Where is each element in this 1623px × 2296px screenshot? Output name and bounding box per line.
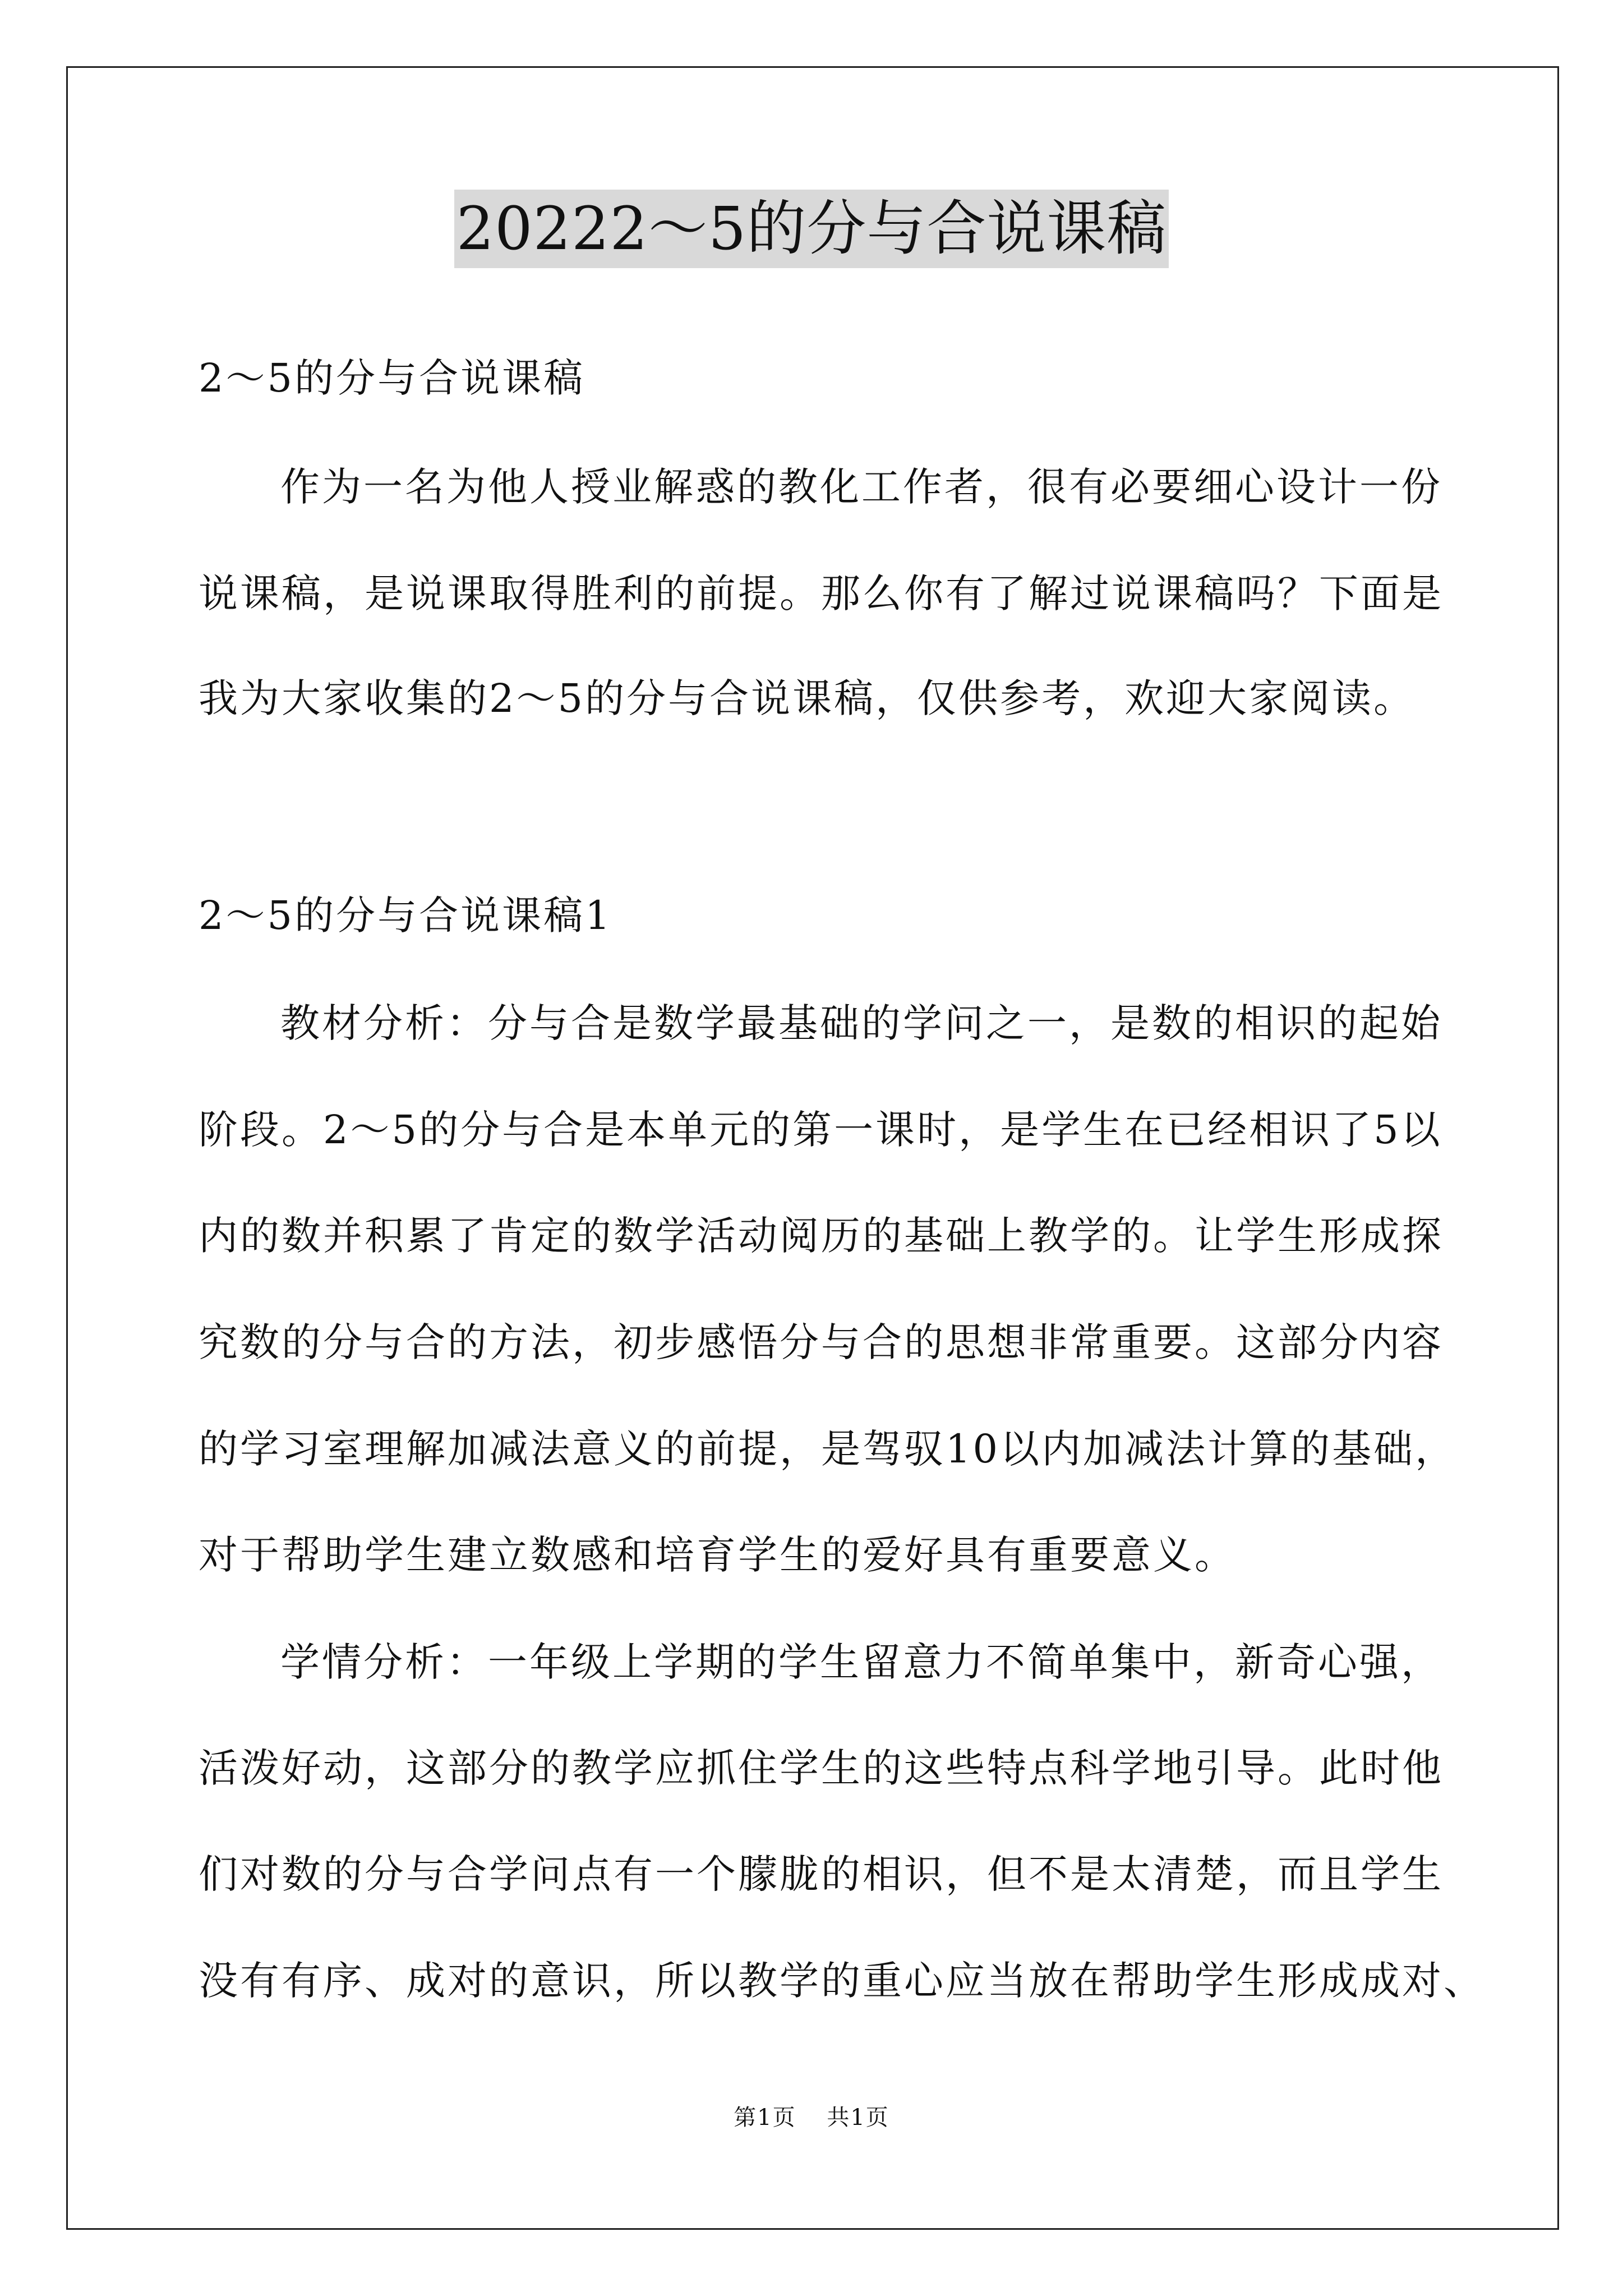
students-line: 学情分析：一年级上学期的学生留意力不简单集中，新奇心强， (280, 1639, 1442, 1685)
page-total: 共1页 (827, 2105, 889, 2131)
intro-line: 作为一名为他人授业解惑的教化工作者，很有必要细心设计一份 (280, 464, 1442, 510)
analysis-line: 的学习室理解加减法意义的前提，是驾驭10以内加减法计算的基础， (199, 1426, 1457, 1472)
intro-line: 我为大家收集的2～5的分与合说课稿，仅供参考，欢迎大家阅读。 (199, 675, 1415, 721)
document-subtitle: 2～5的分与合说课稿 (199, 355, 585, 401)
title-container (0, 190, 1623, 268)
analysis-line: 阶段。2～5的分与合是本单元的第一课时，是学生在已经相识了5以 (199, 1107, 1442, 1153)
analysis-line: 内的数并积累了肯定的数学活动阅历的基础上教学的。让学生形成探 (199, 1213, 1444, 1259)
page-number: 第1页 (734, 2105, 796, 2131)
students-line: 没有有序、成对的意识，所以教学的重心应当放在帮助学生形成成对、 (199, 1958, 1485, 2004)
analysis-line: 教材分析：分与合是数学最基础的学问之一，是数的相识的起始 (280, 1000, 1442, 1046)
document-title: 20222～5的分与合说课稿 (454, 190, 1169, 268)
page-footer (0, 2101, 1623, 2134)
students-line: 们对数的分与合学问点有一个朦胧的相识，但不是太清楚，而且学生 (199, 1851, 1444, 1897)
students-line: 活泼好动，这部分的教学应抓住学生的这些特点科学地引导。此时他 (199, 1745, 1444, 1791)
analysis-line: 对于帮助学生建立数感和培育学生的爱好具有重要意义。 (199, 1532, 1236, 1578)
analysis-line: 究数的分与合的方法，初步感悟分与合的思想非常重要。这部分内容 (199, 1319, 1444, 1365)
intro-line: 说课稿，是说课取得胜利的前提。那么你有了解过说课稿吗？下面是 (199, 570, 1444, 616)
section-heading: 2～5的分与合说课稿1 (199, 892, 612, 938)
